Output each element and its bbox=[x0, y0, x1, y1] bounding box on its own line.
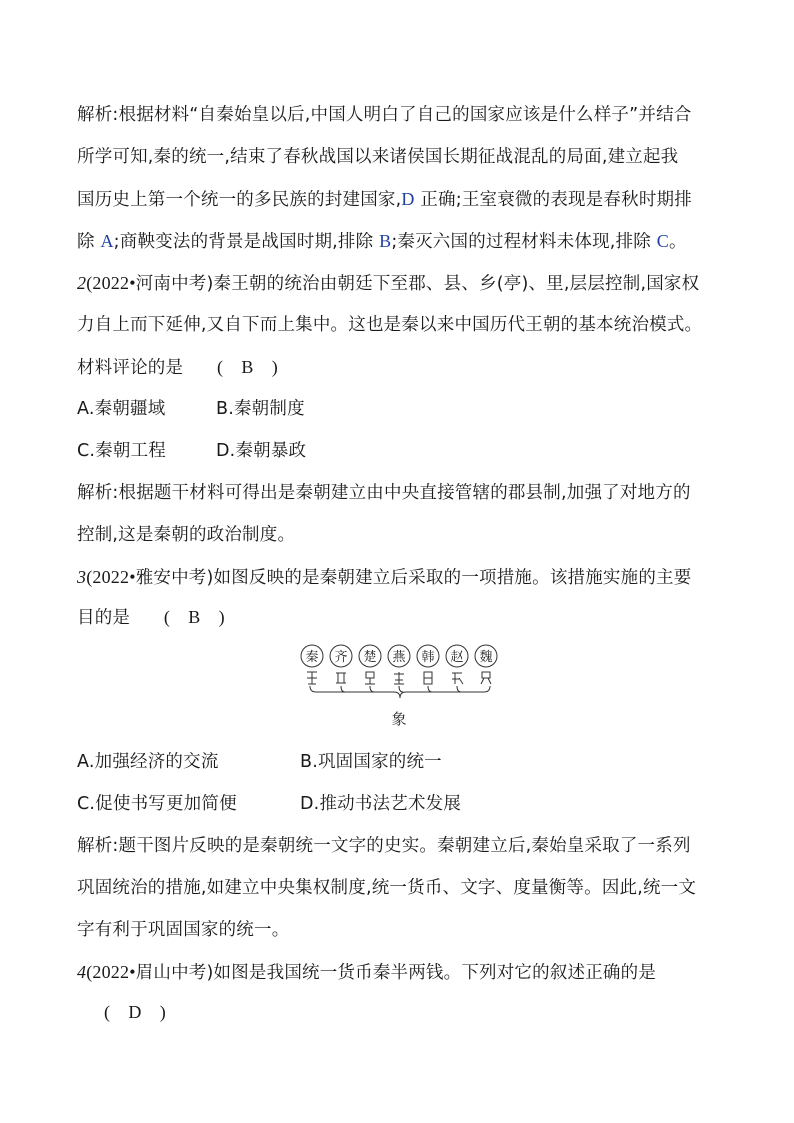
q3-analysis-text-2: 巩固统治的措施,如建立中央集权制度,统一货币、文字、度量衡等。因此,统一文 bbox=[77, 878, 697, 898]
q4-source-year: (2022• bbox=[86, 962, 136, 982]
q1-option-ref-a: A bbox=[100, 231, 114, 251]
q1-analysis-text-1: 解析:根据材料“自秦始皇以后,中国人明白了自己的国家应该是什么样子”并结合 bbox=[77, 105, 692, 125]
q4-stem-line-1 bbox=[77, 960, 742, 985]
state-script-glyph-5 bbox=[452, 673, 463, 684]
q3-answer: ( B ) bbox=[163, 607, 225, 627]
q3-number: 3 bbox=[77, 567, 87, 587]
q1-analysis-text-3a: 国历史上第一个统一的多民族的封建国家, bbox=[77, 190, 402, 210]
q2-option-a: A.秦朝疆域 bbox=[77, 399, 166, 419]
bracket-tick-3 bbox=[399, 686, 403, 692]
q3-analysis-line-1 bbox=[77, 834, 742, 858]
q3-stem-text-1: 雅安中考)如图反映的是秦朝建立后采取的一项措施。该措施实施的主要 bbox=[135, 568, 692, 588]
q3-analysis-line-3 bbox=[77, 918, 742, 942]
bracket-tick-1 bbox=[341, 686, 345, 692]
q1-analysis-text-4a: 除 bbox=[77, 232, 101, 252]
q3-source-year: (2022• bbox=[86, 567, 136, 587]
q2-stem-line-2 bbox=[77, 313, 742, 337]
q3-analysis-text-1: 解析:题干图片反映的是秦朝统一文字的史实。秦朝建立后,秦始皇采取了一系列 bbox=[77, 836, 691, 856]
q2-stem-text-2: 力自上而下延伸,又自下而上集中。这也是秦以来中国历代王朝的基本统治模式。 bbox=[77, 315, 703, 335]
q1-analysis-text-2: 所学可知,秦的统一,结束了春秋战国以来诸侯国长期征战混乱的局面,建立起我 bbox=[77, 147, 679, 167]
state-circles bbox=[301, 645, 497, 667]
q3-stem-line-1 bbox=[77, 565, 742, 590]
q2-analysis-line-2 bbox=[77, 523, 742, 547]
script-glyphs bbox=[307, 672, 491, 684]
q3-option-d: D.推动书法艺术发展 bbox=[300, 794, 462, 814]
q2-option-d: D.秦朝暴政 bbox=[216, 441, 307, 461]
q1-answer-letter: D bbox=[401, 189, 415, 209]
q3-option-c: C.促使书写更加简便 bbox=[77, 794, 237, 814]
state-script-glyph-3 bbox=[394, 672, 404, 684]
unified-script-glyph: 象 bbox=[391, 710, 407, 728]
bracket-line bbox=[310, 686, 490, 698]
state-label-0: 秦 bbox=[305, 650, 319, 665]
state-script-glyph-1 bbox=[336, 673, 346, 683]
q3-stem-line-2 bbox=[77, 605, 742, 630]
q2-stem-line-3 bbox=[77, 355, 742, 380]
q4-answer: ( D ) bbox=[104, 1002, 166, 1022]
state-script-glyph-0 bbox=[307, 672, 317, 684]
state-script-glyph-6 bbox=[481, 672, 491, 684]
q2-stem-text-1: 河南中考)秦王朝的统治由朝廷下至郡、县、乡(亭)、里,层层控制,国家权 bbox=[135, 274, 700, 294]
q1-analysis-line-4 bbox=[77, 229, 742, 254]
state-label-4: 韩 bbox=[421, 650, 435, 665]
q2-answer: ( B ) bbox=[216, 357, 278, 377]
q2-stem-line-1 bbox=[77, 271, 742, 296]
q3-analysis-line-2 bbox=[77, 876, 742, 900]
q1-analysis-text-4e: ;秦灭六国的过程材料未体现,排除 bbox=[391, 232, 657, 252]
q1-option-ref-b: B bbox=[379, 231, 392, 251]
bracket-tick-5 bbox=[457, 686, 461, 692]
q2-number: 2 bbox=[77, 273, 87, 293]
state-script-glyph-4 bbox=[424, 672, 432, 684]
q4-number: 4 bbox=[77, 962, 87, 982]
q1-analysis-text-3c: 正确;王室衰微的表现是春秋时期排 bbox=[414, 190, 692, 210]
q2-option-b: B.秦朝制度 bbox=[216, 399, 305, 419]
q4-stem-text-1: 眉山中考)如图是我国统一货币秦半两钱。下列对它的叙述正确的是 bbox=[135, 963, 657, 983]
state-label-1: 齐 bbox=[334, 650, 348, 665]
state-label-5: 赵 bbox=[450, 650, 464, 665]
state-label-3: 燕 bbox=[392, 650, 406, 665]
q3-analysis-text-3: 字有利于巩固国家的统一。 bbox=[77, 920, 290, 940]
q3-option-b: B.巩固国家的统一 bbox=[300, 752, 442, 772]
q2-analysis-text-2: 控制,这是秦朝的政治制度。 bbox=[77, 525, 296, 545]
q3-script-unification-figure bbox=[300, 640, 500, 740]
q1-option-ref-c: C bbox=[656, 231, 669, 251]
q2-analysis-line-1 bbox=[77, 481, 742, 505]
q2-option-c: C.秦朝工程 bbox=[77, 441, 166, 461]
q3-stem-text-2: 目的是 bbox=[77, 608, 131, 628]
q1-analysis-line-1 bbox=[77, 103, 742, 127]
q2-source-year: (2022• bbox=[86, 273, 136, 293]
bracket-ticks bbox=[341, 686, 461, 692]
q2-analysis-text-1: 解析:根据题干材料可得出是秦朝建立由中央直接管辖的郡县制,加强了对地方的 bbox=[77, 483, 691, 503]
q1-analysis-text-4g: 。 bbox=[668, 232, 687, 252]
q1-analysis-text-4c: ;商鞅变法的背景是战国时期,排除 bbox=[113, 232, 380, 252]
bracket-tick-2 bbox=[370, 686, 374, 692]
q2-stem-text-3: 材料评论的是 bbox=[77, 358, 184, 378]
bracket-tick-4 bbox=[428, 686, 432, 692]
q3-option-a: A.加强经济的交流 bbox=[77, 752, 219, 772]
q1-analysis-line-2 bbox=[77, 145, 742, 169]
state-label-2: 楚 bbox=[363, 650, 377, 665]
q1-analysis-line-3 bbox=[77, 187, 742, 212]
state-script-glyph-2 bbox=[365, 672, 375, 684]
state-label-6: 魏 bbox=[479, 650, 493, 665]
q4-stem-line-2 bbox=[104, 1000, 742, 1025]
